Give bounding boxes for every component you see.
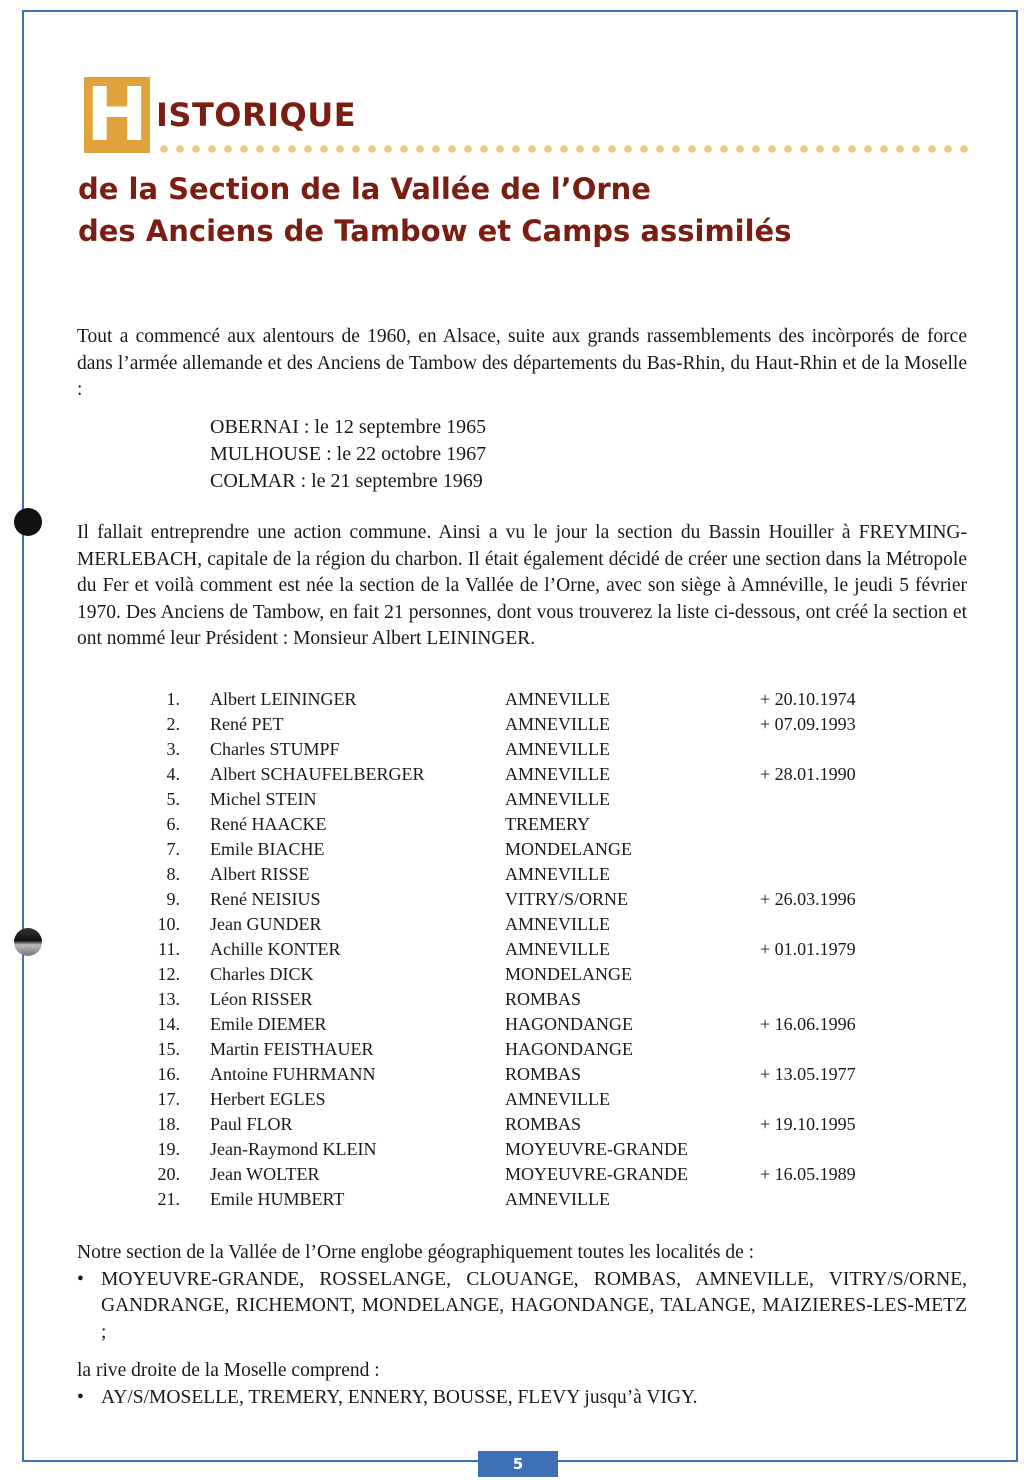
member-name: Paul FLOR	[210, 1114, 293, 1134]
member-number: 19.	[157, 1139, 180, 1159]
member-row	[140, 762, 900, 787]
member-number: 12.	[157, 964, 180, 984]
right-bank-section	[77, 1358, 967, 1411]
member-row	[140, 837, 900, 862]
coverage-intro: Notre section de la Vallée de l’Orne englobe géographiquement toutes les localités de :	[77, 1242, 755, 1263]
member-name: Jean-Raymond KLEIN	[210, 1139, 377, 1159]
member-number: 9.	[166, 889, 180, 909]
member-row	[140, 712, 900, 737]
founding-paragraph: Il fallait entreprendre une action commune. Ainsi a vu le jour la section du Bassin Houiller à FREYMING-MERLEBACH, capitale de la région du charbon. Il était également décidé de créer une section dans la Métropole du Fer et voilà comment est née la section de la Vallée de l’Orne, avec son siège à Amnéville, le jeudi 5 février 1970. Des Anciens de Tambow, en fait 21 personnes, dont vous trouverez la liste ci-dessous, ont créé la section et ont nommé leur Président : Monsieur Albert LEININGER.	[77, 522, 967, 649]
member-town: ROMBAS	[505, 1064, 582, 1084]
page-number: 5	[478, 1451, 558, 1477]
coverage-list-item: • MOYEUVRE-GRANDE, ROSSELANGE, CLOUANGE, ROMBAS, AMNEVILLE, VITRY/S/ORNE, GANDRANGE, RICHEMONT, MONDELANGE, HAGONDANGE, TALANGE, MAIZIERES-LES-METZ ;	[77, 1267, 967, 1347]
member-number: 17.	[157, 1089, 180, 1109]
member-town: MOYEUVRE-GRANDE	[505, 1139, 688, 1159]
member-row	[140, 687, 900, 712]
member-town: AMNEVILLE	[505, 939, 610, 959]
member-town: AMNEVILLE	[505, 739, 610, 759]
member-name: René PET	[210, 714, 284, 734]
member-row	[140, 1087, 900, 1112]
member-name: Herbert EGLES	[210, 1089, 326, 1109]
gatherings-list	[210, 414, 486, 495]
member-town: AMNEVILLE	[505, 689, 610, 709]
member-number: 10.	[157, 914, 180, 934]
member-death-date: + 16.06.1996	[760, 1014, 856, 1034]
member-number: 6.	[166, 814, 180, 834]
gathering-item: OBERNAI : le 12 septembre 1965	[210, 416, 487, 438]
member-number: 11.	[158, 939, 180, 959]
member-number: 4.	[166, 764, 180, 784]
member-row	[140, 1162, 900, 1187]
right-bank-bullets	[77, 1385, 967, 1412]
member-town: MONDELANGE	[505, 964, 632, 984]
member-death-date: + 16.05.1989	[760, 1164, 856, 1184]
member-name: Albert LEININGER	[210, 689, 357, 709]
member-number: 13.	[157, 989, 180, 1009]
member-number: 18.	[157, 1114, 180, 1134]
member-number: 5.	[166, 789, 180, 809]
member-town: AMNEVILLE	[505, 764, 610, 784]
member-number: 7.	[166, 839, 180, 859]
member-death-date: + 20.10.1974	[760, 689, 856, 709]
member-row	[140, 1112, 900, 1137]
member-row	[140, 887, 900, 912]
member-town: TREMERY	[505, 814, 591, 834]
subtitle-line-1: de la Section de la Vallée de l’Orne	[78, 172, 651, 206]
member-town: AMNEVILLE	[505, 789, 610, 809]
member-town: ROMBAS	[505, 1114, 582, 1134]
member-death-date: + 01.01.1979	[760, 939, 856, 959]
binder-hole-bottom	[14, 928, 42, 956]
member-name: Michel STEIN	[210, 789, 317, 809]
member-row	[140, 987, 900, 1012]
member-death-date: + 07.09.1993	[760, 714, 856, 734]
member-town: AMNEVILLE	[505, 914, 610, 934]
member-row	[140, 912, 900, 937]
subtitle-line-2: des Anciens de Tambow et Camps assimilés	[78, 214, 792, 248]
member-name: Léon RISSER	[210, 989, 313, 1009]
page-title: ISTORIQUE	[156, 96, 357, 134]
member-number: 3.	[166, 739, 180, 759]
right-bank-intro: la rive droite de la Moselle comprend :	[77, 1360, 380, 1381]
intro-paragraph: Tout a commencé aux alentours de 1960, en Alsace, suite aux grands rassemblements des incòrporés de force dans l’armée allemande et des Anciens de Tambow des départements du Bas-Rhin, du Haut-Rhin et de la Moselle :	[77, 326, 967, 400]
member-town: AMNEVILLE	[505, 1189, 610, 1209]
member-name: Martin FEISTHAUER	[210, 1039, 374, 1059]
member-name: René HAACKE	[210, 814, 327, 834]
member-row	[140, 812, 900, 837]
member-name: Albert SCHAUFELBERGER	[210, 764, 425, 784]
member-name: Emile HUMBERT	[210, 1189, 345, 1209]
member-name: Jean WOLTER	[210, 1164, 320, 1184]
member-town: HAGONDANGE	[505, 1039, 633, 1059]
member-number: 2.	[166, 714, 180, 734]
member-row	[140, 937, 900, 962]
member-name: Jean GUNDER	[210, 914, 322, 934]
member-row	[140, 962, 900, 987]
coverage-section	[77, 1240, 967, 1346]
gathering-item: MULHOUSE : le 22 octobre 1967	[210, 443, 487, 465]
member-name: Albert RISSE	[210, 864, 310, 884]
member-name: Emile BIACHE	[210, 839, 325, 859]
member-number: 15.	[157, 1039, 180, 1059]
member-name: Antoine FUHRMANN	[210, 1064, 376, 1084]
member-death-date: + 19.10.1995	[760, 1114, 856, 1134]
member-town: HAGONDANGE	[505, 1014, 633, 1034]
member-death-date: + 13.05.1977	[760, 1064, 856, 1084]
member-row	[140, 1012, 900, 1037]
member-name: Charles DICK	[210, 964, 314, 984]
member-town: VITRY/S/ORNE	[505, 889, 629, 909]
member-row	[140, 1062, 900, 1087]
member-row	[140, 1187, 900, 1212]
member-number: 21.	[157, 1189, 180, 1209]
member-number: 8.	[166, 864, 180, 884]
member-name: Charles STUMPF	[210, 739, 340, 759]
member-town: AMNEVILLE	[505, 714, 610, 734]
binder-hole-top	[14, 508, 42, 536]
member-number: 14.	[157, 1014, 180, 1034]
members-list	[140, 687, 900, 1212]
member-town: MONDELANGE	[505, 839, 632, 859]
member-row	[140, 787, 900, 812]
member-name: René NEISIUS	[210, 889, 321, 909]
member-row	[140, 1037, 900, 1062]
page-subtitle	[78, 168, 978, 252]
member-town: AMNEVILLE	[505, 1089, 610, 1109]
member-town: AMNEVILLE	[505, 864, 610, 884]
dotted-rule	[156, 142, 968, 156]
member-number: 16.	[157, 1064, 180, 1084]
title-initial: H	[84, 77, 150, 153]
member-row	[140, 737, 900, 762]
member-number: 1.	[166, 689, 180, 709]
member-row	[140, 1137, 900, 1162]
member-name: Achille KONTER	[210, 939, 341, 959]
member-town: MOYEUVRE-GRANDE	[505, 1164, 688, 1184]
member-town: ROMBAS	[505, 989, 582, 1009]
member-row	[140, 862, 900, 887]
coverage-bullets	[77, 1267, 967, 1347]
member-name: Emile DIEMER	[210, 1014, 327, 1034]
member-death-date: + 28.01.1990	[760, 764, 856, 784]
member-death-date: + 26.03.1996	[760, 889, 856, 909]
gathering-item: COLMAR : le 21 septembre 1969	[210, 470, 483, 492]
member-number: 20.	[157, 1164, 180, 1184]
right-bank-list-item: • AY/S/MOSELLE, TREMERY, ENNERY, BOUSSE, FLEVY jusqu’à VIGY.	[77, 1385, 967, 1412]
